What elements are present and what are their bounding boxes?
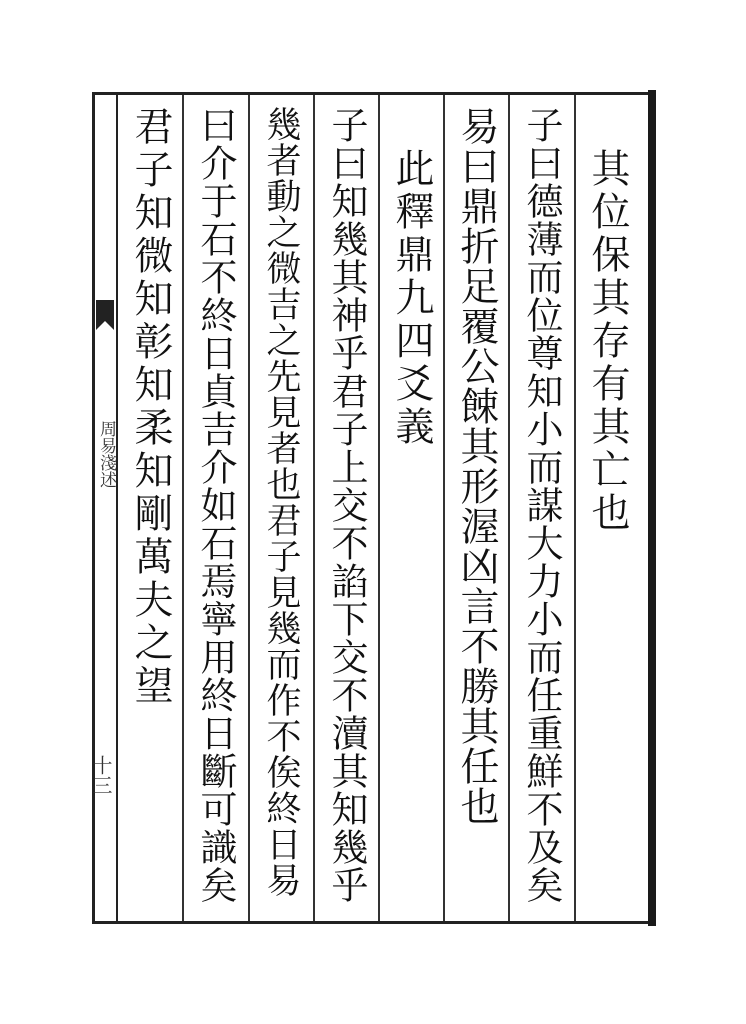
column-divider <box>574 95 576 921</box>
text-column-7: 曰介于石不終日貞吉介如石焉寧用終日斷可識矣 <box>194 106 237 904</box>
column-divider <box>182 95 184 921</box>
margin-strip <box>89 92 118 924</box>
column-divider <box>443 95 445 921</box>
text-column-6: 幾者動之微吉之先見者也君子見幾而作不俟終日易 <box>261 106 301 898</box>
text-column-8: 君子知微知彰知柔知剛萬夫之望 <box>128 106 173 708</box>
column-divider <box>248 95 250 921</box>
right-border <box>648 90 656 926</box>
page-border <box>89 92 652 924</box>
text-column-4: 此釋鼎九四爻義 <box>389 148 434 449</box>
margin-page-number: 十三 <box>89 755 113 795</box>
text-column-1: 其位保其存有其亡也 <box>585 148 630 535</box>
text-column-3: 易曰鼎折足覆公餗其形渥凶言不勝其任也 <box>454 106 499 826</box>
column-divider <box>508 95 510 921</box>
text-column-2: 子曰德薄而位尊知小而謀大力小而任重鮮不及矣 <box>520 106 563 904</box>
text-column-5: 子曰知幾其神乎君子上交不諂下交不瀆其知幾乎 <box>325 106 368 904</box>
margin-title: 周易淺述 <box>96 420 116 488</box>
column-divider <box>378 95 380 921</box>
column-divider <box>313 95 315 921</box>
